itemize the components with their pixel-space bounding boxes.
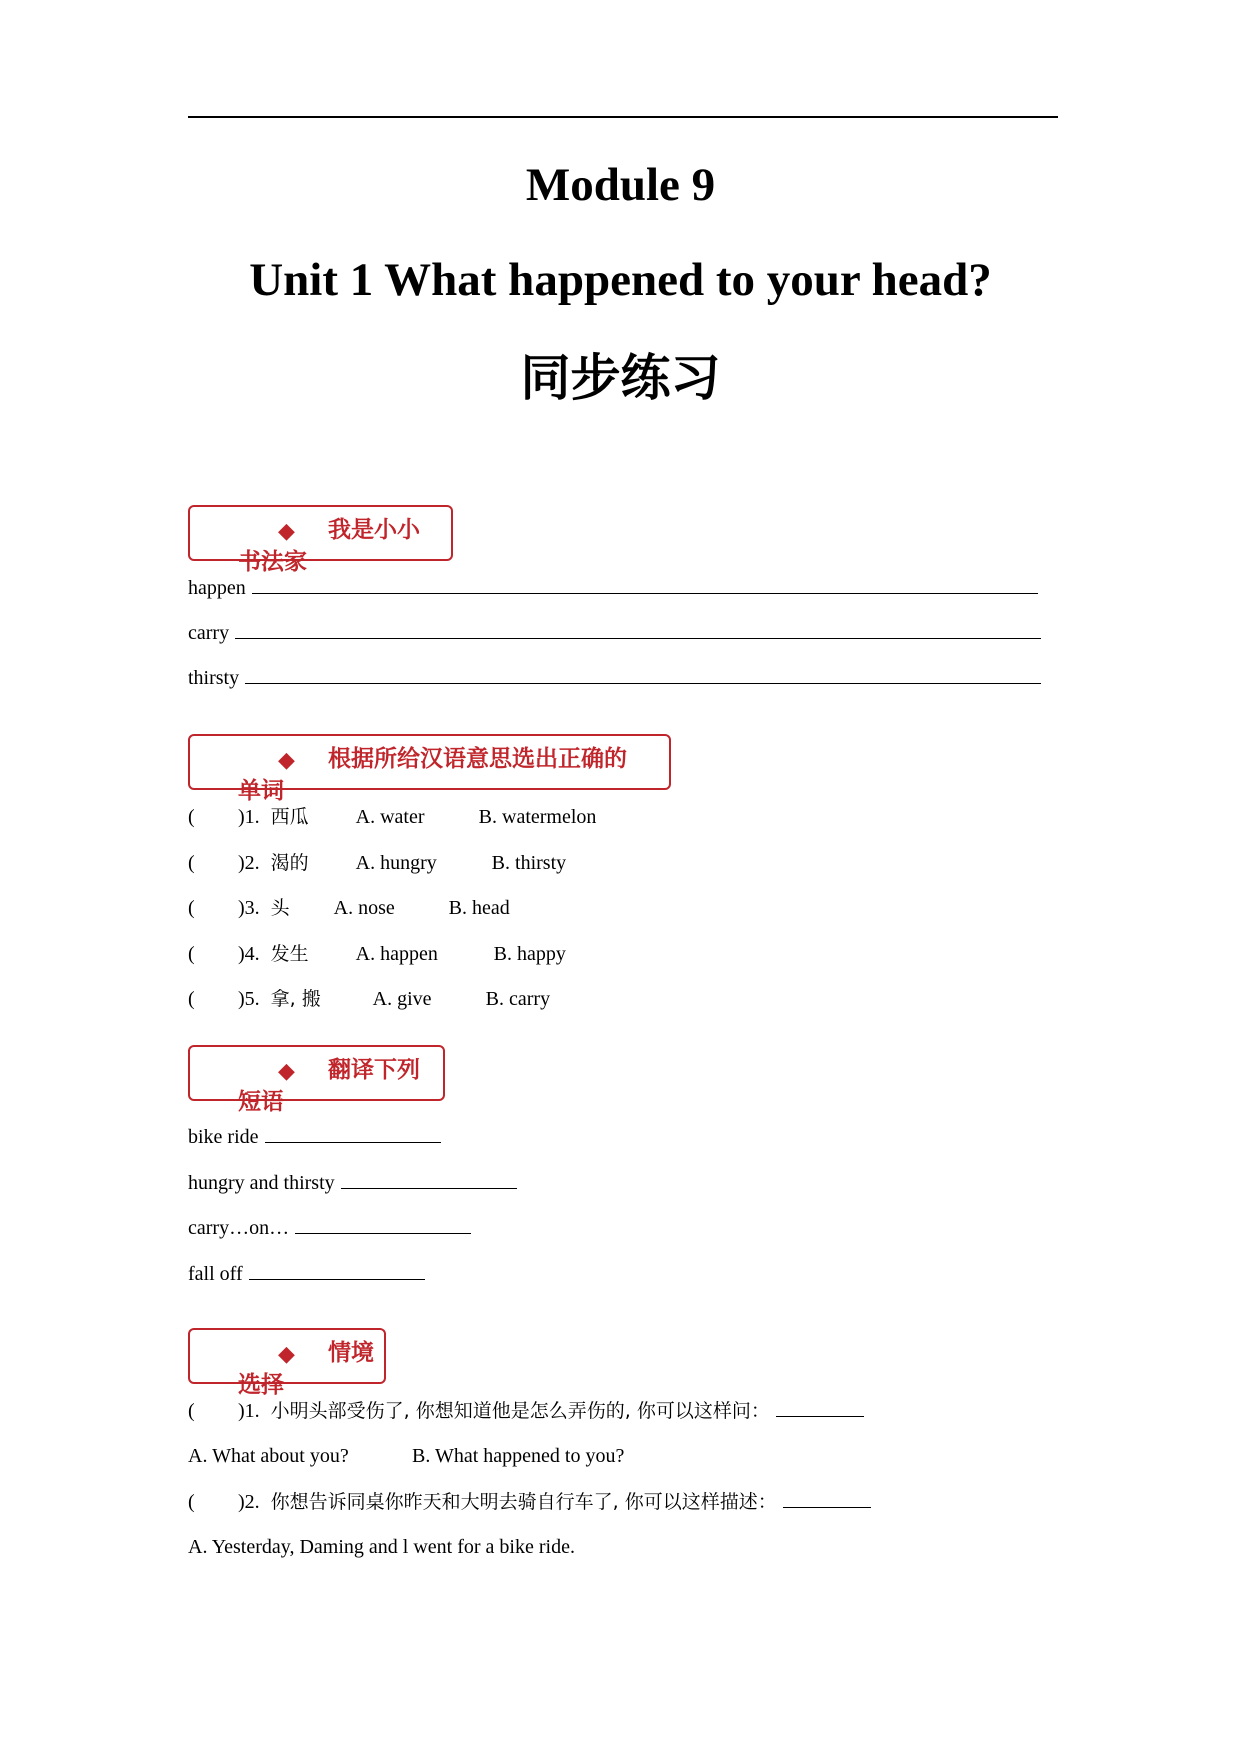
phrase-line-4 — [188, 1259, 425, 1288]
section-3-title: 翻译下列 — [328, 1057, 420, 1083]
answer-blank[interactable] — [252, 573, 1038, 594]
section-4-title: 情境 — [328, 1340, 374, 1366]
situation-options-1 — [188, 1442, 624, 1470]
answer-blank[interactable] — [341, 1168, 517, 1189]
situation-question-1: ( )1. 小明头部受伤了, 你想知道他是怎么弄伤的, 你可以这样问： — [188, 1396, 864, 1425]
practice-subtitle: 同步练习 — [520, 349, 721, 407]
unit-title: Unit 1 What happened to your head? — [249, 254, 992, 306]
option-b[interactable]: B. thirsty — [491, 852, 567, 874]
option-a[interactable]: A. What about you? — [188, 1445, 349, 1467]
option-b[interactable]: B. watermelon — [478, 806, 597, 828]
word-line-3 — [188, 663, 1041, 692]
answer-blank[interactable] — [249, 1259, 425, 1280]
option-b[interactable]: B. head — [448, 897, 510, 919]
situation-options-2 — [188, 1533, 575, 1561]
phrase-label: fall off — [188, 1263, 243, 1285]
question-text: 你想告诉同桌你昨天和大明去骑自行车了, 你可以这样描述： — [270, 1491, 777, 1513]
phrase-line-2 — [188, 1168, 517, 1197]
answer-blank[interactable] — [776, 1396, 864, 1417]
section-2-title-overflow: 单词 — [238, 778, 284, 804]
option-a[interactable]: A. Yesterday, Daming and l went for a bike ride. — [188, 1536, 575, 1558]
option-a[interactable]: A. water — [355, 806, 425, 828]
answer-blank[interactable] — [783, 1487, 871, 1508]
choice-item-5: ( )5. 拿, 搬 A. give B. carry — [188, 985, 550, 1013]
answer-blank[interactable] — [295, 1213, 471, 1234]
section-1-title: 我是小小 — [328, 517, 420, 543]
section-3-header — [188, 1045, 445, 1115]
answer-blank[interactable] — [245, 663, 1041, 684]
phrase-label: hungry and thirsty — [188, 1172, 335, 1194]
section-2-header — [188, 734, 671, 804]
option-b[interactable]: B. happy — [493, 943, 566, 965]
diamond-icon: ◆ — [278, 748, 295, 773]
choice-item-2: ( )2. 渴的 A. hungry B. thirsty — [188, 849, 566, 877]
word-line-2 — [188, 618, 1041, 647]
section-2-title: 根据所给汉语意思选出正确的 — [328, 746, 627, 772]
word-label: thirsty — [188, 667, 240, 689]
top-rule — [188, 116, 1058, 118]
section-1-title-overflow: 书法家 — [238, 549, 307, 575]
option-a[interactable]: A. hungry — [355, 852, 437, 874]
diamond-icon: ◆ — [278, 1342, 295, 1367]
diamond-icon: ◆ — [278, 1059, 295, 1084]
choice-item-1: ( )1. 西瓜 A. water B. watermelon — [188, 803, 596, 831]
section-3-title-overflow: 短语 — [238, 1089, 284, 1115]
phrase-label: carry…on… — [188, 1217, 290, 1239]
question-text: 小明头部受伤了, 你想知道他是怎么弄伤的, 你可以这样问： — [270, 1400, 770, 1422]
choice-item-4: ( )4. 发生 A. happen B. happy — [188, 940, 566, 968]
option-a[interactable]: A. happen — [355, 943, 438, 965]
choice-item-3: ( )3. 头 A. nose B. head — [188, 894, 510, 922]
word-label: carry — [188, 622, 230, 644]
option-b[interactable]: B. What happened to you? — [412, 1445, 625, 1467]
word-label: happen — [188, 577, 246, 599]
section-4-header — [188, 1328, 386, 1398]
situation-question-2: ( )2. 你想告诉同桌你昨天和大明去骑自行车了, 你可以这样描述： — [188, 1487, 871, 1516]
option-b[interactable]: B. carry — [485, 988, 551, 1010]
section-1-header — [188, 505, 453, 575]
word-line-1 — [188, 573, 1038, 602]
answer-blank[interactable] — [235, 618, 1041, 639]
phrase-label: bike ride — [188, 1126, 259, 1148]
phrase-line-3 — [188, 1213, 471, 1242]
phrase-line-1 — [188, 1122, 441, 1151]
module-title: Module 9 — [525, 159, 716, 211]
diamond-icon: ◆ — [278, 519, 295, 544]
option-a[interactable]: A. give — [372, 988, 432, 1010]
option-a[interactable]: A. nose — [333, 897, 395, 919]
section-4-title-overflow: 选择 — [238, 1372, 284, 1398]
answer-blank[interactable] — [265, 1122, 441, 1143]
